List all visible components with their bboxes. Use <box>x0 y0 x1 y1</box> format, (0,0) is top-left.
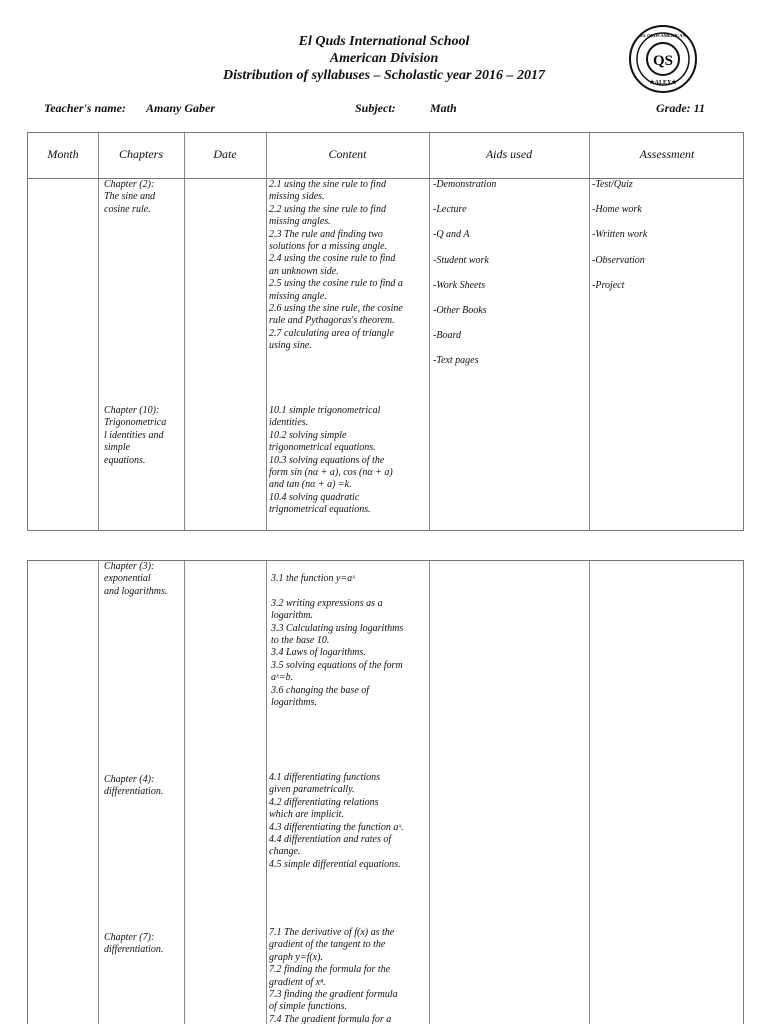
text-line: l identities and <box>104 429 164 441</box>
text-line: 2.3 The rule and finding two <box>269 228 383 240</box>
text-line: 2.6 using the sine rule, the cosine <box>269 303 403 315</box>
col-month: Month <box>47 147 79 161</box>
text-line: and logarithms. <box>104 585 168 597</box>
text-line: trignometrical equations. <box>269 504 371 516</box>
text-line: 10.2 solving simple <box>269 429 347 441</box>
aid-item: -Text pages <box>433 355 479 367</box>
assessment-item: -Written work <box>592 229 648 241</box>
chapter-content <box>271 573 429 709</box>
text-line: 3.4 Laws of logarithms. <box>271 647 366 659</box>
text-line: 7.3 finding the gradient formula <box>269 989 398 1001</box>
text-line: cosine rule. <box>104 203 151 215</box>
text-line: 4.5 simple differential equations. <box>269 858 401 870</box>
text-line: 2.7 calculating area of triangle <box>269 327 394 339</box>
text-line: 2.1 using the sine rule to find <box>269 179 386 190</box>
col-aids: Aids used <box>485 147 533 161</box>
school-name: El Quds International School <box>298 34 470 49</box>
col-assessment: Assessment <box>639 147 695 161</box>
text-line <box>271 585 429 597</box>
text-line: of simple functions. <box>269 1001 348 1013</box>
text-line: using sine. <box>269 340 312 352</box>
text-line: Trigonometrica <box>104 417 167 429</box>
chapter-title <box>104 179 182 216</box>
document-title: Distribution of syllabuses – Scholastic year 2016 – 2017 <box>222 68 546 83</box>
text-line: 10.3 solving equations of the <box>269 454 385 466</box>
text-line: 3.2 writing expressions as a <box>271 597 383 609</box>
text-line: 3.3 Calculating using logarithms <box>271 622 404 634</box>
text-line: identities. <box>269 417 309 429</box>
school-logo <box>628 24 698 94</box>
text-line: Chapter (3): <box>104 561 155 572</box>
text-line: 4.3 differentiating the function aˣ. <box>269 821 404 833</box>
text-line: 10.1 simple trigonometrical <box>269 405 381 416</box>
text-line: 7.4 The gradient formula for a <box>269 1013 392 1024</box>
grade: Grade: 11 <box>656 101 705 115</box>
text-line: 3.6 changing the base of <box>271 684 370 696</box>
aid-item: -Work Sheets <box>433 279 486 291</box>
text-line: differentiation. <box>104 786 164 798</box>
text-line: logarithm. <box>271 610 313 622</box>
text-line: 7.1 The derivative of f(x) as the <box>269 927 395 938</box>
subject-label: Subject: <box>355 101 396 115</box>
text-line: 3.5 solving equations of the form <box>271 659 403 671</box>
text-line: Chapter (10): <box>104 405 160 416</box>
text-line: and tan (nα + a) =k. <box>269 479 352 491</box>
text-line: differentiation. <box>104 944 164 956</box>
svg-text:★ALEX★: ★ALEX★ <box>649 80 677 86</box>
text-line: The sine and <box>104 191 156 203</box>
chapter-content <box>269 405 427 517</box>
col-chapters: Chapters <box>118 147 163 161</box>
aid-item: -Other Books <box>433 305 487 316</box>
chapter-title <box>104 561 182 598</box>
text-line: exponential <box>104 573 151 585</box>
subject-value: Math <box>430 101 457 115</box>
assessment-item: -Observation <box>592 254 645 266</box>
text-line: 10.4 solving quadratic <box>269 491 360 503</box>
aid-item: -Student work <box>433 254 489 266</box>
aid-item: -Demonstration <box>433 179 497 190</box>
chapter-title <box>104 774 182 799</box>
text-line: gradient of the tangent to the <box>269 939 386 951</box>
text-line: rule and Pythagoras's theorem. <box>269 315 395 327</box>
text-line: Chapter (7): <box>104 932 155 943</box>
text-line: which are implicit. <box>269 809 344 821</box>
text-line: 4.4 differentiation and rates of <box>269 834 392 846</box>
assessment-item: -Home work <box>592 204 642 216</box>
text-line: solutions for a missing angle. <box>269 241 388 253</box>
chapter-content <box>269 772 427 871</box>
text-line: an unknown side. <box>269 265 339 277</box>
text-line: Chapter (2): <box>104 179 155 190</box>
text-line: missing sides. <box>269 191 325 203</box>
text-line: trigonometrical equations. <box>269 442 376 454</box>
text-line: to the base 10. <box>271 635 330 647</box>
text-line: Chapter (4): <box>104 774 155 785</box>
teacher-name: Amany Gaber <box>146 101 215 115</box>
chapter-title <box>104 932 182 957</box>
svg-text:EL QUDS AMERICAN: EL QUDS AMERICAN <box>640 33 686 38</box>
text-line: equations. <box>104 454 146 466</box>
col-date: Date <box>213 147 237 161</box>
text-line: simple <box>104 442 131 454</box>
text-line: missing angles. <box>269 216 331 228</box>
assessment-item: -Project <box>592 279 625 291</box>
syllabus-table-2 <box>27 560 744 1024</box>
aid-item: -Board <box>433 330 461 342</box>
text-line: form sin (nα + a), cos (nα + a) <box>269 467 393 479</box>
text-line: 4.1 differentiating functions <box>269 772 381 783</box>
text-line: missing angle. <box>269 290 327 302</box>
text-line: given parametrically. <box>269 784 355 796</box>
aid-item: -Q and A <box>433 229 470 241</box>
text-line: graph y=f(x). <box>269 951 323 963</box>
text-line: gradient of xⁿ. <box>269 976 326 988</box>
text-line: 2.2 using the sine rule to find <box>269 203 386 215</box>
teacher-label: Teacher's name: <box>44 101 126 115</box>
chapter-content <box>269 927 427 1024</box>
division-name: American Division <box>329 51 439 66</box>
text-line: 3.1 the function y=aˣ <box>271 573 355 584</box>
assessment-item: -Test/Quiz <box>592 179 633 190</box>
syllabus-table-1 <box>27 132 744 531</box>
chapter-content <box>269 179 427 353</box>
chapter-title <box>104 405 182 467</box>
text-line: 4.2 differentiating relations <box>269 796 379 808</box>
text-line: logarithms. <box>271 697 317 709</box>
text-line: 2.4 using the cosine rule to find <box>269 253 396 265</box>
svg-text:QS: QS <box>652 53 674 69</box>
text-line: 2.5 using the cosine rule to find a <box>269 278 403 290</box>
text-line: 7.2 finding the formula for the <box>269 964 391 976</box>
text-line: change. <box>269 846 301 858</box>
col-content: Content <box>328 147 367 161</box>
aid-item: -Lecture <box>433 204 467 216</box>
text-line: aˣ=b. <box>271 672 294 684</box>
